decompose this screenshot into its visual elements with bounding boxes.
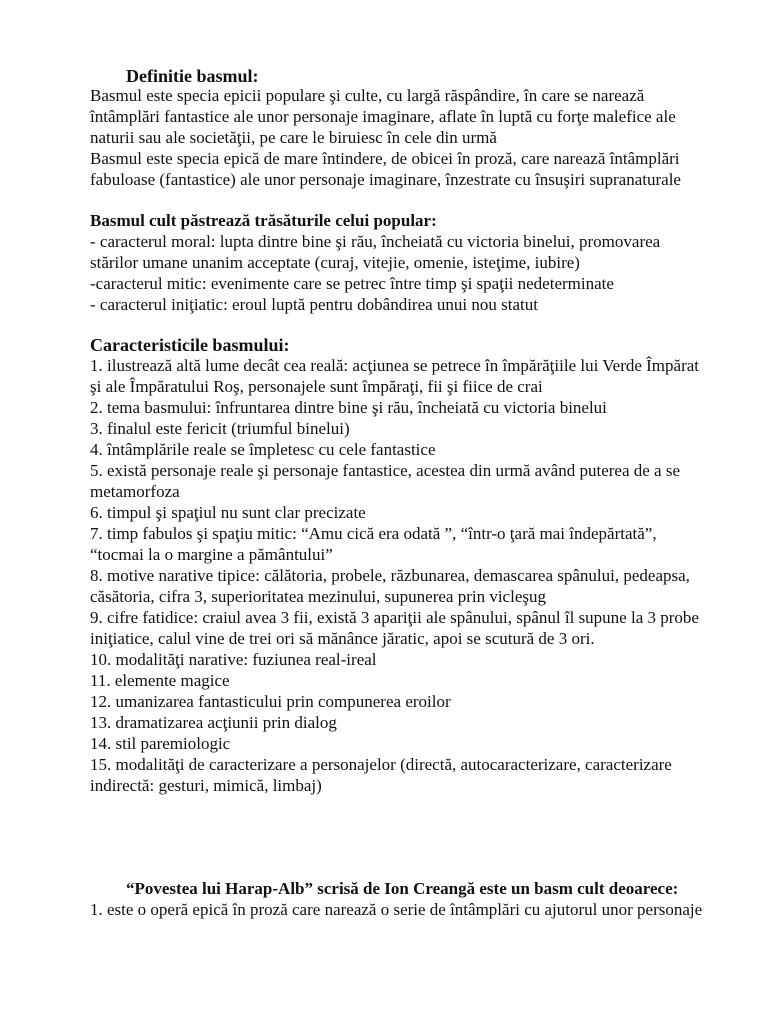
definition-line: fabuloase (fantastice) ale unor personaje imaginare, înzestrate cu însuşiri supranaturale [90, 170, 681, 189]
characteristics-line: iniţiatice, calul vine de trei ori să mănânce jăratic, apoi se scutură de 3 ori. [90, 629, 595, 648]
characteristics-line: 13. dramatizarea acţiunii prin dialog [90, 713, 337, 732]
characteristics-line: 1. ilustrează altă lume decât cea reală: acţiunea se petrece în împărăţiile lui Verde Împărat [90, 356, 700, 375]
characteristics-line: căsătoria, cifra 3, superioritatea mezinului, supunerea prin vicleşug [90, 587, 546, 606]
characteristics-line: 6. timpul şi spaţiul nu sunt clar precizate [90, 503, 366, 522]
definition-line: naturii sau ale societăţii, pe care le biruiesc în cele din urmă [90, 128, 497, 147]
characteristics-line: 11. elemente magice [90, 671, 230, 690]
definition-line: întâmplări fantastice ale unor personaje imaginare, aflate în luptă cu forţe malefice ale [90, 107, 676, 126]
characteristics-line: 10. modalităţi narative: fuziunea real-ireal [90, 650, 377, 669]
characteristics-line: 9. cifre fatidice: craiul avea 3 fii, există 3 apariţii ale spânului, spânul îl supune la 3 probe [90, 608, 699, 627]
traits-heading: Basmul cult păstrează trăsăturile celui popular: [90, 211, 437, 230]
story-line: 1. este o operă epică în proză care narează o serie de întâmplări cu ajutorul unor personaje [90, 900, 703, 919]
traits-line: - caracterul iniţiatic: eroul luptă pentru dobândirea unui nou statut [90, 295, 538, 314]
characteristics-line: 3. finalul este fericit (triumful binelui) [90, 419, 350, 438]
traits-line: - caracterul moral: lupta dintre bine şi rău, încheiată cu victoria binelui, promovarea [90, 232, 661, 251]
characteristics-line: indirectă: gesturi, mimică, limbaj) [90, 776, 322, 795]
characteristics-line: şi ale Împăratului Roş, personajele sunt împăraţi, fii şi fiice de crai [90, 377, 543, 396]
characteristics-line: 14. stil paremiologic [90, 734, 231, 753]
characteristics-line: 7. timp fabulos şi spaţiu mitic: “Amu cică era odată ”, “într-o ţară mai îndepărtată”, [90, 524, 657, 543]
characteristics-line: 8. motive narative tipice: călătoria, probele, răzbunarea, demascarea spânului, pedeapsa, [90, 566, 690, 585]
definition-line: Basmul este specia epicii populare şi culte, cu largă răspândire, în care se narează [90, 86, 645, 105]
characteristics-line: 15. modalităţi de caracterizare a personajelor (directă, autocaracterizare, caracterizare [90, 755, 672, 774]
characteristics-line: 4. întâmplările reale se împletesc cu cele fantastice [90, 440, 436, 459]
characteristics-line: 5. există personaje reale şi personaje fantastice, acestea din urmă având puterea de a se [90, 461, 680, 480]
traits-line: stărilor umane unanim acceptate (curaj, vitejie, omenie, isteţime, iubire) [90, 253, 580, 272]
characteristics-heading: Caracteristicile basmului: [90, 335, 290, 355]
definition-line: Basmul este specia epică de mare întindere, de obicei în proză, care narează întâmplări [90, 149, 680, 168]
characteristics-line: 12. umanizarea fantasticului prin compunerea eroilor [90, 692, 451, 711]
traits-line: -caracterul mitic: evenimente care se petrec între timp şi spaţii nedeterminate [90, 274, 614, 293]
definition-heading: Definitie basmul: [126, 66, 259, 86]
story-heading: “Povestea lui Harap-Alb” scrisă de Ion Creangă este un basm cult deoarece: [126, 879, 679, 898]
characteristics-line: “tocmai la o margine a pământului” [90, 545, 333, 564]
characteristics-line: 2. tema basmului: înfruntarea dintre bine şi rău, încheiată cu victoria binelui [90, 398, 607, 417]
characteristics-line: metamorfoza [90, 482, 180, 501]
